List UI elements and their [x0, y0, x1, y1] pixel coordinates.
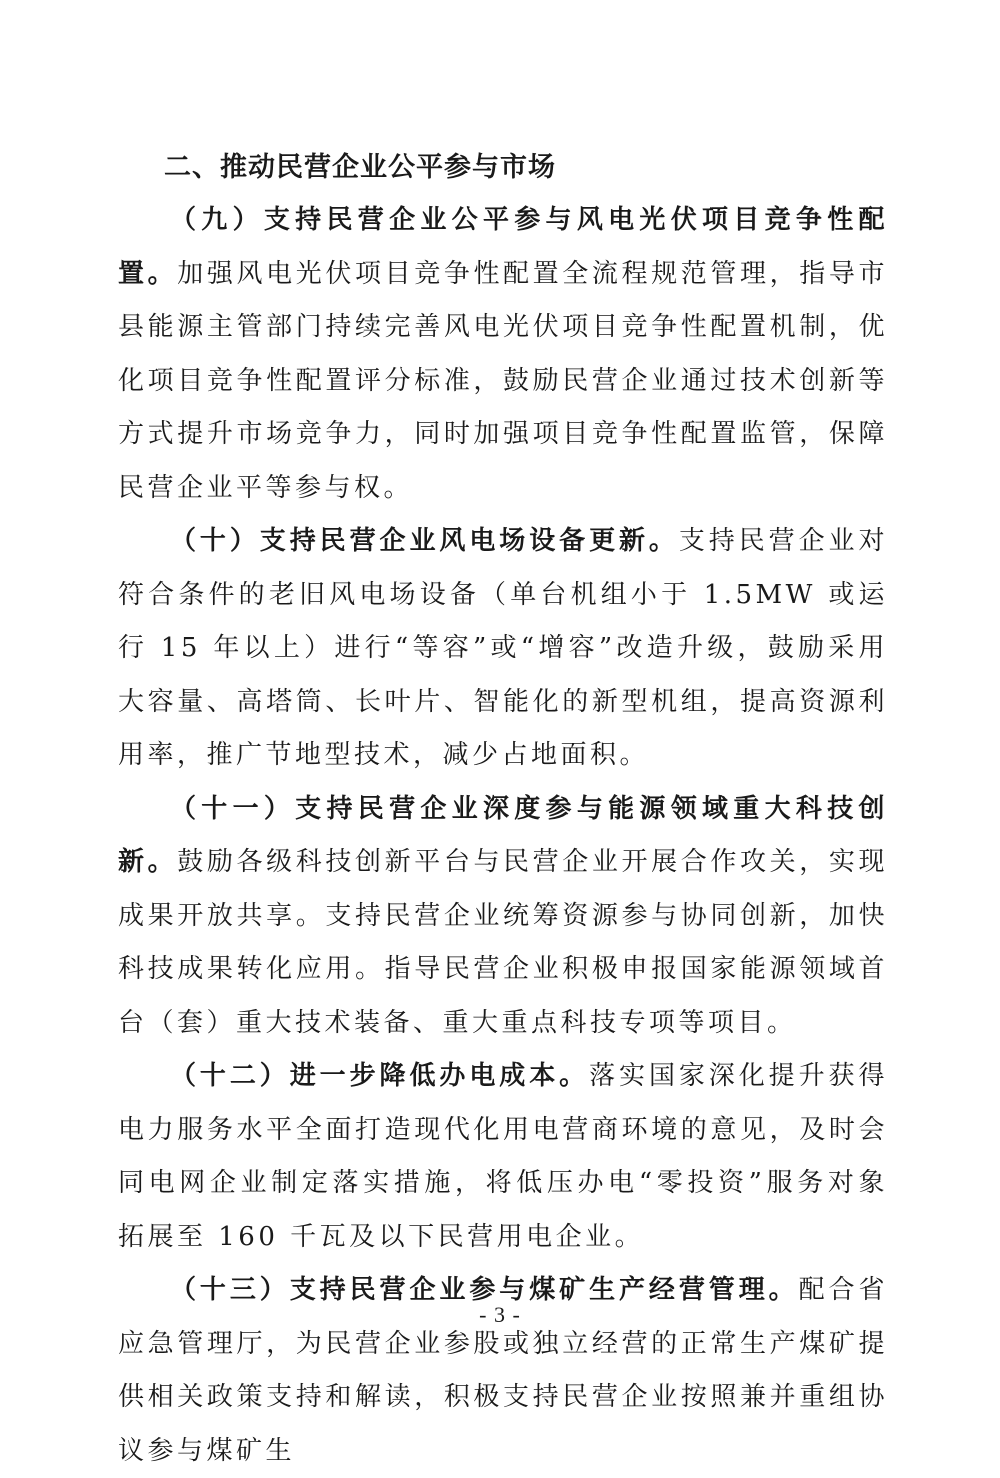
page-number: - 3 -	[479, 1302, 521, 1327]
paragraph-body: 支持民营企业对符合条件的老旧风电场设备（单台机组小于 1.5MW 或运行 15 年以上）进行“等容”或“增容”改造升级，鼓励采用大容量、高塔筒、长叶片、智能化的新型机组，提高资源利用率，推广节地型技术，减少占地面积。	[118, 526, 888, 770]
paragraph-lead: （十二）进一步降低办电成本。	[170, 1061, 590, 1091]
paragraph-body: 配合省应急管理厅，为民营企业参股或独立经营的正常生产煤矿提供相关政策支持和解读，积极支持民营企业按照兼并重组协议参与煤矿生	[118, 1275, 888, 1466]
paragraph-lead: （十三）支持民营企业参与煤矿生产经营管理。	[170, 1275, 799, 1305]
paragraph-item-12	[118, 1050, 888, 1264]
paragraph-item-9	[118, 194, 888, 515]
paragraph-item-13	[118, 1264, 888, 1478]
paragraph-item-10	[118, 515, 888, 783]
paragraph-lead: （九）支持民营企业公平参与风电光伏项目竞争性配置。	[118, 205, 888, 289]
section-heading: 二、推动民营企业公平参与市场	[164, 152, 556, 183]
paragraph-item-11	[118, 783, 888, 1051]
paragraph-body: 鼓励各级科技创新平台与民营企业开展合作攻关，实现成果开放共享。支持民营企业统筹资源参与协同创新，加快科技成果转化应用。指导民营企业积极申报国家能源领域首台（套）重大技术装备、重大重点科技专项等项目。	[118, 847, 888, 1038]
page-content	[118, 141, 888, 1478]
paragraph-body: 落实国家深化提升获得电力服务水平全面打造现代化用电营商环境的意见，及时会同电网企业制定落实措施，将低压办电“零投资”服务对象拓展至 160 千瓦及以下民营用电企业。	[118, 1061, 888, 1252]
paragraph-lead: （十一）支持民营企业深度参与能源领域重大科技创新。	[118, 793, 888, 877]
paragraph-body: 加强风电光伏项目竞争性配置全流程规范管理，指导市县能源主管部门持续完善风电光伏项目竞争性配置机制，优化项目竞争性配置评分标准，鼓励民营企业通过技术创新等方式提升市场竞争力，同时加强项目竞争性配置监管，保障民营企业平等参与权。	[118, 258, 888, 503]
paragraph-lead: （十）支持民营企业风电场设备更新。	[170, 526, 679, 556]
